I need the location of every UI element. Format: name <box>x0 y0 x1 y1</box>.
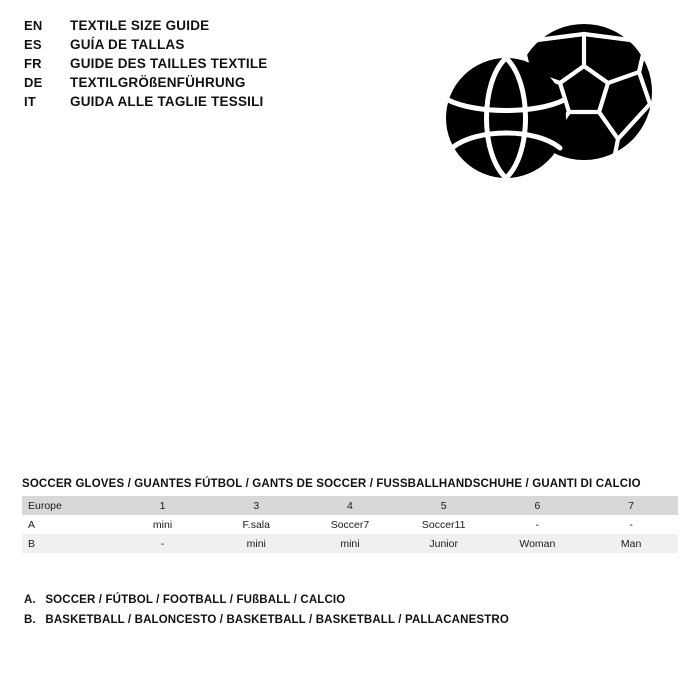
language-code: DE <box>24 75 43 90</box>
table-cell: Woman <box>491 534 585 553</box>
table-cell: mini <box>116 515 210 534</box>
language-row <box>24 37 354 56</box>
balls-illustration <box>418 22 678 192</box>
legend-text: BASKETBALL / BALONCESTO / BASKETBALL / BASKETBALL / PALLACANESTRO <box>45 614 509 626</box>
legend-key: A. <box>24 594 36 606</box>
table-header-cell: 4 <box>303 496 397 515</box>
table-header-cell: 6 <box>491 496 585 515</box>
table-cell: Soccer7 <box>303 515 397 534</box>
language-row <box>24 75 354 94</box>
language-code: IT <box>24 94 36 109</box>
language-code: FR <box>24 56 42 71</box>
legend-block <box>24 594 664 634</box>
table-cell: - <box>116 534 210 553</box>
language-title: TEXTILE SIZE GUIDE <box>70 18 210 33</box>
language-title: GUIDA ALLE TAGLIE TESSILI <box>70 94 264 109</box>
legend-row <box>24 594 664 614</box>
table-header-cell: 3 <box>209 496 303 515</box>
table-cell: Junior <box>397 534 491 553</box>
size-table-title: SOCCER GLOVES / GUANTES FÚTBOL / GANTS DE SOCCER / FUSSBALLHANDSCHUHE / GUANTI DI CALCIO <box>22 478 641 490</box>
table-cell: - <box>491 515 585 534</box>
soccer-ball-and-basketball-icon <box>418 22 678 192</box>
table-cell: mini <box>303 534 397 553</box>
language-title: GUÍA DE TALLAS <box>70 37 185 52</box>
language-row <box>24 56 354 75</box>
legend-row <box>24 614 664 634</box>
table-cell: Man <box>584 534 678 553</box>
language-row <box>24 94 354 113</box>
table-row-label: A <box>22 515 116 534</box>
language-row <box>24 18 354 37</box>
table-header-cell: 5 <box>397 496 491 515</box>
legend-key: B. <box>24 614 36 626</box>
table-cell: mini <box>209 534 303 553</box>
language-title-list <box>24 18 354 113</box>
size-table <box>22 496 678 553</box>
table-cell: - <box>584 515 678 534</box>
language-title: GUIDE DES TAILLES TEXTILE <box>70 56 268 71</box>
table-header-cell: 7 <box>584 496 678 515</box>
table-row <box>22 534 678 553</box>
table-header-row <box>22 496 678 515</box>
language-title: TEXTILGRÖßENFÜHRUNG <box>70 75 246 90</box>
table-cell: F.sala <box>209 515 303 534</box>
language-code: EN <box>24 18 43 33</box>
table-header-cell: 1 <box>116 496 210 515</box>
size-table-section <box>22 478 678 553</box>
legend-text: SOCCER / FÚTBOL / FOOTBALL / FUßBALL / CALCIO <box>45 594 346 606</box>
table-row-label: B <box>22 534 116 553</box>
table-row <box>22 515 678 534</box>
table-header-cell: Europe <box>22 496 116 515</box>
language-code: ES <box>24 37 42 52</box>
table-cell: Soccer11 <box>397 515 491 534</box>
